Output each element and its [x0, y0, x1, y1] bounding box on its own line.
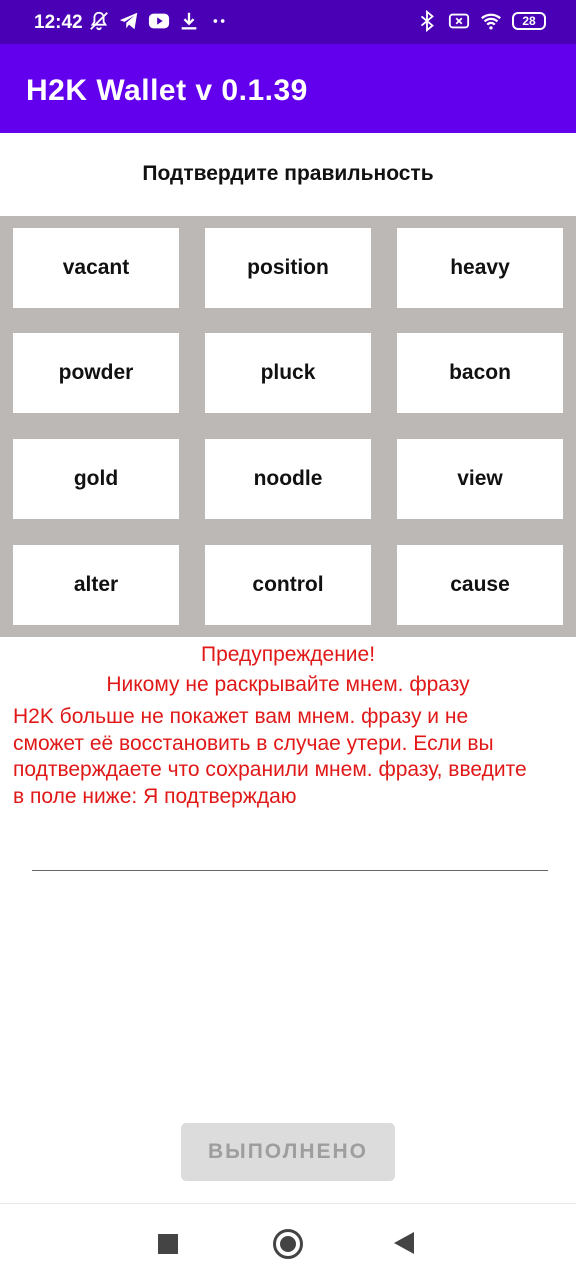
word-cell[interactable]: vacant: [13, 228, 179, 308]
app-bar: [0, 44, 576, 133]
navigation-bar: [0, 1203, 576, 1281]
word-cell[interactable]: gold: [13, 439, 179, 519]
warning-title: Предупреждение!: [200, 643, 376, 666]
done-button[interactable]: ВЫПОЛНЕНО: [181, 1123, 395, 1181]
word-grid: [0, 216, 576, 637]
confirmation-input[interactable]: [32, 820, 548, 871]
home-circle-icon[interactable]: [273, 1229, 303, 1259]
word-cell[interactable]: view: [397, 439, 563, 519]
status-icons-right: [416, 10, 546, 32]
word-cell[interactable]: control: [205, 545, 371, 625]
warning-body: H2K больше не покажет вам мнем. фразу и не сможет её восстановить в случае утери. Если вы подтверждаете что сохранили мнем. фразу, введите в поле ниже: Я подтверждаю: [13, 705, 527, 808]
word-cell[interactable]: powder: [13, 333, 179, 413]
word-cell[interactable]: alter: [13, 545, 179, 625]
youtube-icon: [148, 10, 170, 32]
back-triangle-icon[interactable]: [394, 1232, 414, 1254]
word-cell[interactable]: cause: [397, 545, 563, 625]
page-heading: Подтвердите правильность: [142, 162, 434, 185]
word-cell[interactable]: noodle: [205, 439, 371, 519]
word-cell[interactable]: pluck: [205, 333, 371, 413]
status-bar: [0, 0, 576, 44]
sim-off-icon: [448, 10, 470, 32]
status-time: 12:42: [34, 12, 83, 33]
bell-off-icon: [88, 10, 110, 32]
app-title: H2K Wallet v 0.1.39: [26, 74, 308, 107]
warning-subtitle: Никому не раскрывайте мнем. фразу: [106, 673, 470, 696]
word-cell[interactable]: heavy: [397, 228, 563, 308]
more-dots-icon: [208, 10, 230, 32]
telegram-icon: [118, 10, 140, 32]
word-cell[interactable]: position: [205, 228, 371, 308]
battery-icon: 28: [512, 12, 546, 30]
recents-square-icon[interactable]: [158, 1234, 178, 1254]
wifi-icon: [480, 10, 502, 32]
download-icon: [178, 10, 200, 32]
status-icons-left: [88, 10, 230, 32]
word-cell[interactable]: bacon: [397, 333, 563, 413]
bluetooth-icon: [416, 10, 438, 32]
